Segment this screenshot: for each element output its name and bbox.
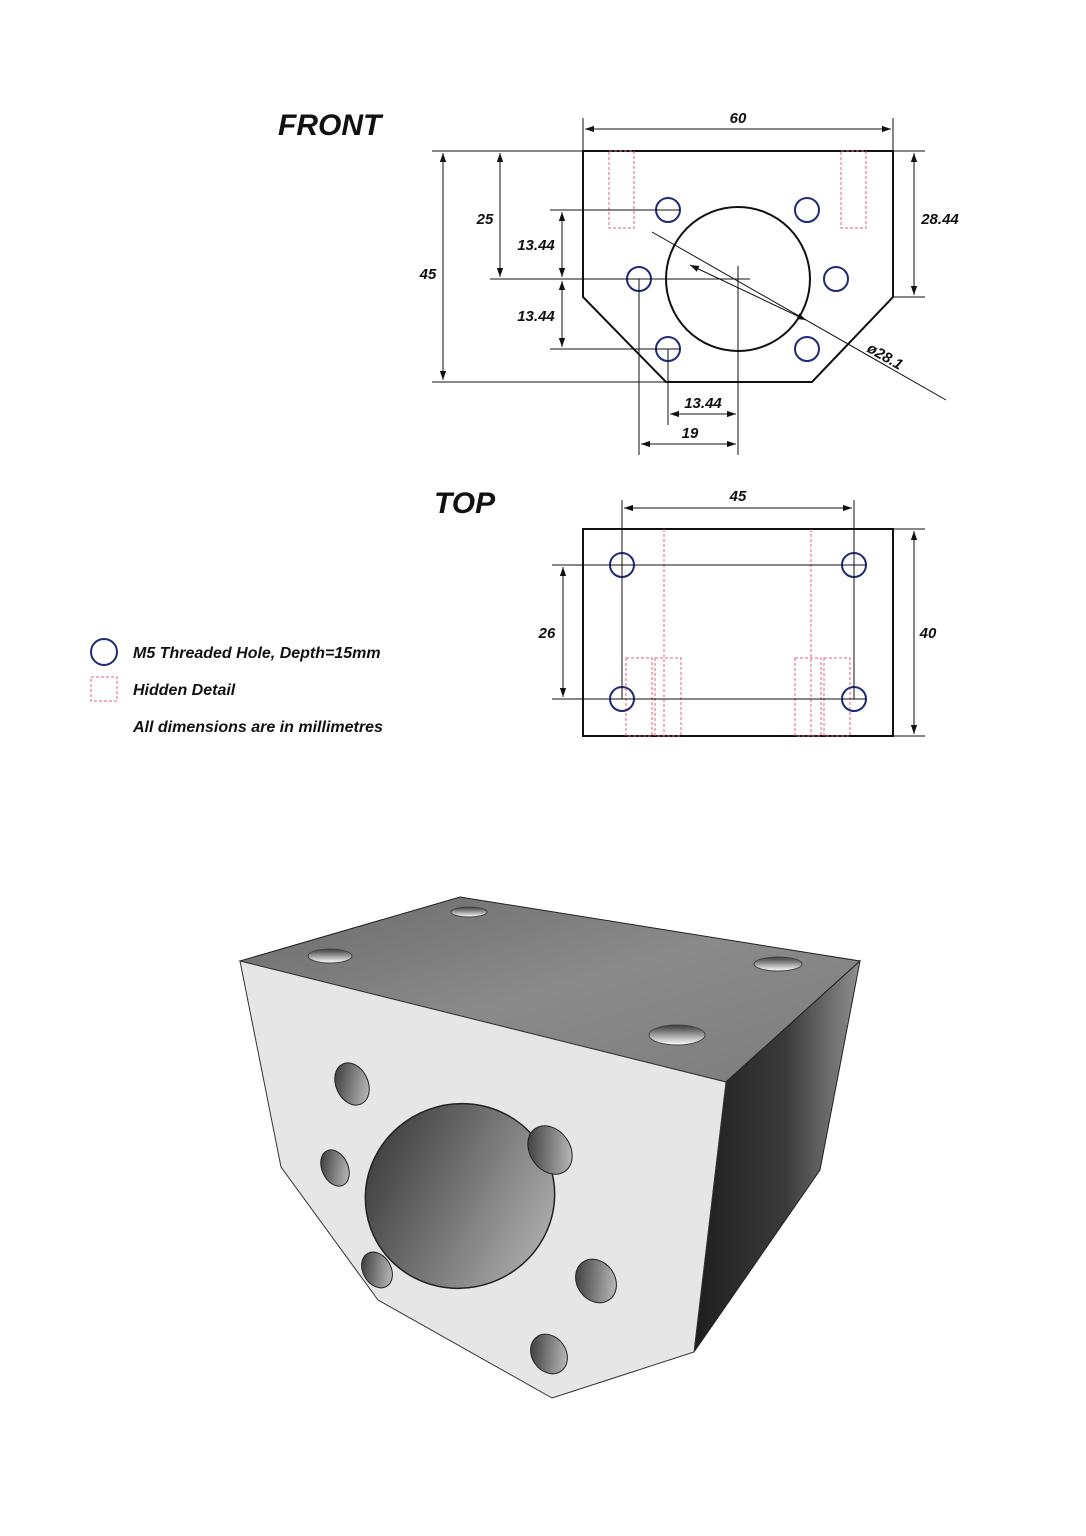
m5-hole-lower-right <box>795 337 819 361</box>
front-dimension-lines <box>443 129 914 444</box>
dim-top-hole-spacing-y: 26 <box>538 625 556 642</box>
legend-hidden-detail-label: Hidden Detail <box>133 682 236 699</box>
isometric-render <box>240 897 860 1398</box>
top-dimension-lines <box>563 508 914 734</box>
dim-front-side-height: 28.44 <box>921 211 959 228</box>
dim-front-width: 60 <box>729 110 747 127</box>
legend <box>91 639 383 736</box>
m5-hole-mid-right <box>824 267 848 291</box>
dim-front-hole-offset-horizontal: 13.44 <box>684 395 722 412</box>
m5-hole-upper-right <box>795 198 819 222</box>
hidden-slot-right <box>841 151 866 228</box>
dim-top-hole-spacing-x: 45 <box>729 488 747 505</box>
top-view-title: TOP <box>434 487 496 520</box>
front-view-title: FRONT <box>278 109 382 142</box>
dim-front-hole-offset-upper: 13.44 <box>517 237 555 254</box>
legend-hidden-detail-icon <box>91 677 117 701</box>
top-view-outline <box>583 529 893 736</box>
top-view <box>434 487 937 736</box>
legend-units-note: All dimensions are in millimetres <box>133 719 383 736</box>
dim-front-center-height: 25 <box>476 211 494 228</box>
top-extension-lines <box>552 500 925 736</box>
legend-threaded-hole-icon <box>91 639 117 665</box>
dim-front-height: 45 <box>419 266 437 283</box>
dim-front-hole-offset-lower: 13.44 <box>517 308 555 325</box>
dim-front-bore-diameter: ø28.1 <box>864 339 906 374</box>
hidden-slot-left <box>609 151 634 228</box>
dim-top-depth: 40 <box>919 625 937 642</box>
front-view <box>278 109 959 455</box>
top-hidden-detail <box>626 529 850 736</box>
dim-front-center-offset: 19 <box>681 425 699 442</box>
legend-threaded-hole-label: M5 Threaded Hole, Depth=15mm <box>133 645 381 662</box>
